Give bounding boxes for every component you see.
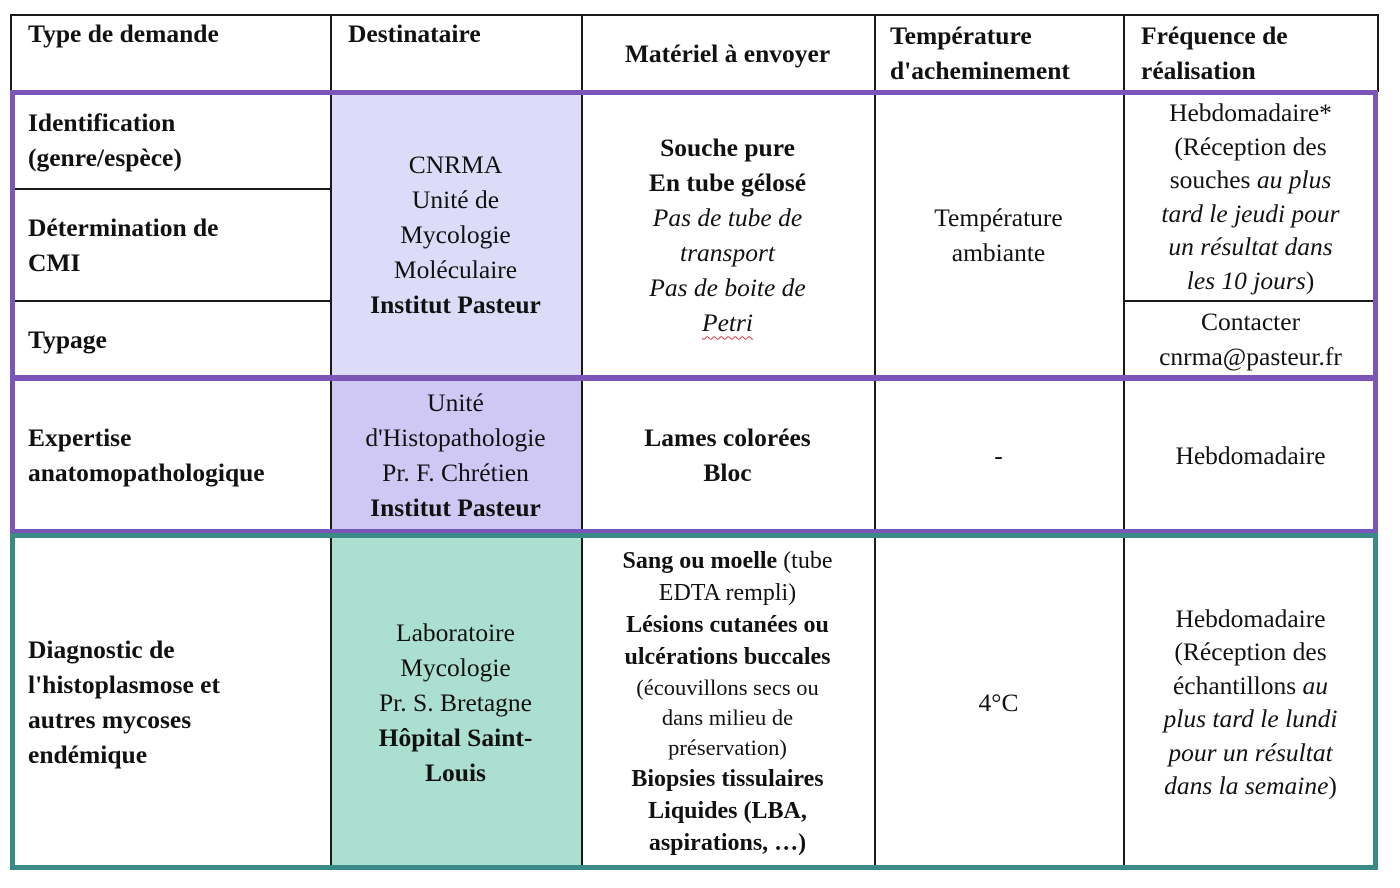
header-frequence: Fréquence de réalisation bbox=[1141, 21, 1288, 85]
contact-cnrma: Contacter cnrma@pasteur.fr bbox=[1123, 301, 1378, 377]
type-identification: Identification (genre/espèce) bbox=[28, 108, 182, 172]
temperature-expertise: - bbox=[994, 440, 1003, 470]
temperature-ambiante: Température ambiante bbox=[934, 202, 1063, 267]
contact-email-link[interactable]: cnrma@pasteur.fr bbox=[1159, 342, 1342, 371]
type-typage: Typage bbox=[28, 324, 107, 354]
frequence-expertise: Hebdomadaire bbox=[1175, 440, 1326, 470]
destinataire-saint-louis: Laboratoire Mycologie Pr. S. Bretagne Hôpital Saint- Louis bbox=[378, 617, 533, 787]
spellcheck-word: Petri bbox=[702, 307, 753, 337]
materiel-souche: Souche pure En tube gélosé Pas de tube de transport Pas de boite de Petri bbox=[648, 132, 807, 337]
type-diagnostic: Diagnostic de l'histoplasmose et autres mycoses endémique bbox=[28, 635, 220, 769]
temperature-diagnostic: 4°C bbox=[978, 687, 1019, 717]
frequence-cnrma: Hebdomadaire* (Réception des souches au plus tard le jeudi pour un résultat dans les 10 jours) bbox=[1161, 98, 1340, 295]
header-type-demande: Type de demande bbox=[28, 19, 219, 48]
materiel-diagnostic: Sang ou moelle (tube EDTA rempli) Lésions cutanées ou ulcérations buccales (écouvillons secs ou dans milieu de préservation) Biopsies tissulaires Liquides (LBA, aspirations, …) bbox=[622, 548, 833, 856]
destinataire-histopathologie: Unité d'Histopathologie Pr. F. Chrétien Institut Pasteur bbox=[365, 388, 546, 522]
type-expertise: Expertise anatomopathologique bbox=[28, 423, 265, 487]
header-materiel: Matériel à envoyer bbox=[624, 38, 831, 68]
frequence-diagnostic: Hebdomadaire (Réception des échantillons au plus tard le lundi pour un résultat dans la semaine) bbox=[1163, 603, 1338, 800]
header-destinataire: Destinataire bbox=[348, 19, 481, 48]
header-temperature: Température d'acheminement bbox=[890, 21, 1070, 85]
destinataire-cnrma: CNRMA Unité de Mycologie Moléculaire Institut Pasteur bbox=[370, 150, 541, 319]
requests-table bbox=[10, 14, 1390, 870]
type-determination-cmi: Détermination de CMI bbox=[28, 212, 219, 277]
materiel-lames: Lames colorées Bloc bbox=[644, 423, 811, 487]
